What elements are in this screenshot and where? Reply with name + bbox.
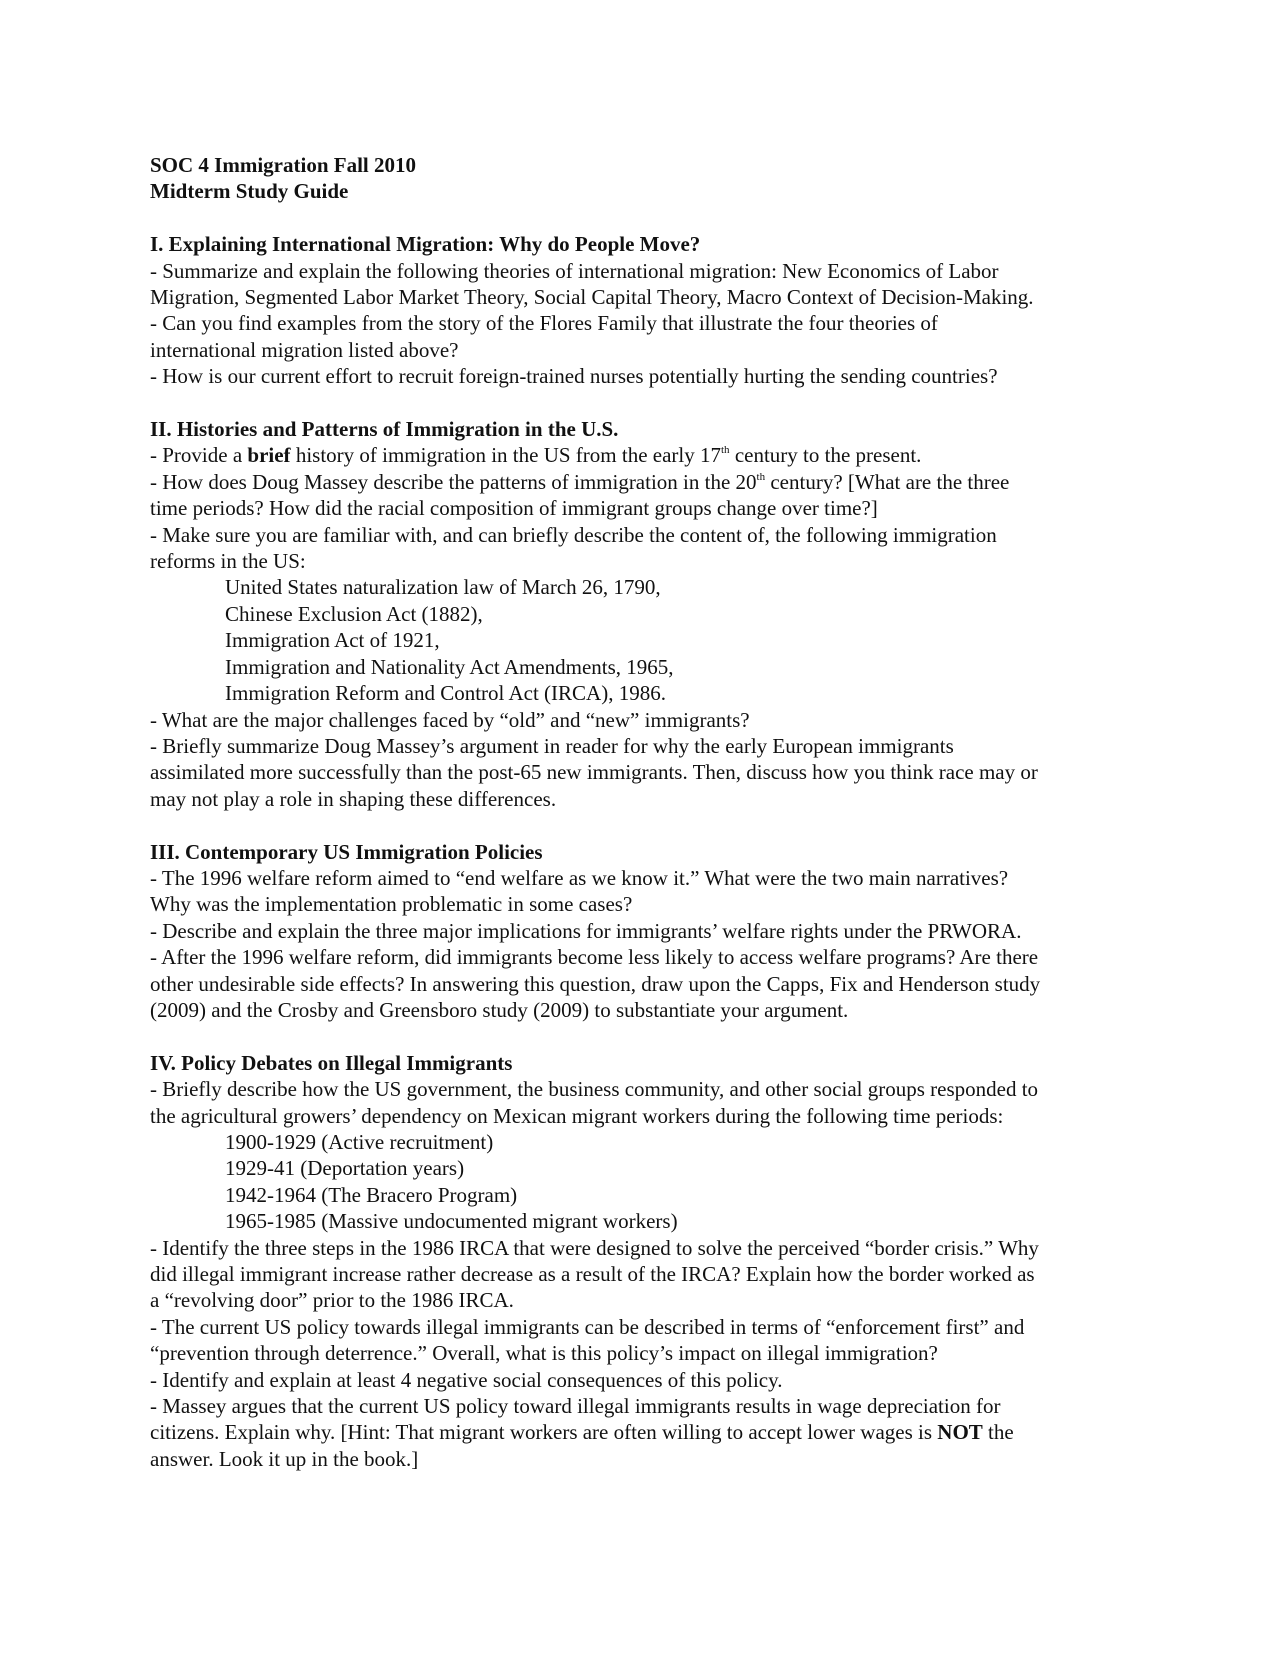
superscript: th — [721, 444, 730, 457]
law-item: United States naturalization law of March 26, 1790, — [225, 575, 661, 600]
section-4-line: - Massey argues that the current US policy toward illegal immigrants results in wage depreciation for — [150, 1394, 1001, 1419]
document-title: Midterm Study Guide — [150, 179, 349, 204]
section-2-line: may not play a role in shaping these differences. — [150, 786, 557, 811]
text-run: - Provide a — [150, 443, 248, 468]
section-4-line: a “revolving door” prior to the 1986 IRCA. — [150, 1288, 514, 1313]
section-3-line: (2009) and the Crosby and Greensboro study (2009) to substantiate your argument. — [150, 997, 849, 1022]
section-3-line: - Describe and explain the three major implications for immigrants’ welfare rights under the PRWORA. — [150, 918, 1022, 943]
section-2-line: time periods? How did the racial composition of immigrant groups change over time?] — [150, 496, 878, 521]
section-2-line: reforms in the US: — [150, 549, 306, 574]
bold-word: brief — [247, 443, 291, 468]
section-2-heading: II. Histories and Patterns of Immigration in the U.S. — [150, 417, 619, 442]
section-1-line: international migration listed above? — [150, 337, 459, 362]
period-item: 1929-41 (Deportation years) — [225, 1156, 465, 1181]
section-4-line: - The current US policy towards illegal immigrants can be described in terms of “enforcement first” and — [150, 1314, 1025, 1339]
spacer — [150, 812, 1140, 838]
section-1-line: - Can you find examples from the story of the Flores Family that illustrate the four theories of — [150, 311, 938, 336]
text-run: the — [982, 1420, 1014, 1445]
section-3-line: other undesirable side effects? In answering this question, draw upon the Capps, Fix and Henderson study — [150, 971, 1041, 996]
section-3-line: - The 1996 welfare reform aimed to “end welfare as we know it.” What were the two main narratives? — [150, 865, 1009, 890]
law-item: Immigration Act of 1921, — [225, 628, 440, 653]
period-item: 1965-1985 (Massive undocumented migrant workers) — [225, 1209, 678, 1234]
bold-word: NOT — [937, 1420, 983, 1445]
spacer — [150, 390, 1140, 416]
section-2-line: - Briefly summarize Doug Massey’s argument in reader for why the early European immigrants — [150, 733, 954, 758]
text-run: citizens. Explain why. [Hint: That migrant workers are often willing to accept lower wages is — [150, 1420, 938, 1445]
section-1-line: Migration, Segmented Labor Market Theory, Social Capital Theory, Macro Context of Decision-Making. — [150, 285, 1034, 310]
law-item: Chinese Exclusion Act (1882), — [225, 601, 483, 626]
section-4-line: - Identify the three steps in the 1986 IRCA that were designed to solve the perceived “border crisis.” Why — [150, 1235, 1039, 1260]
section-2-line — [150, 469, 1140, 495]
section-2-line: - What are the major challenges faced by “old” and “new” immigrants? — [150, 707, 750, 732]
law-item: Immigration and Nationality Act Amendments, 1965, — [225, 654, 674, 679]
section-4-line: did illegal immigrant increase rather decrease as a result of the IRCA? Explain how the border worked as — [150, 1262, 1035, 1286]
section-4-line: answer. Look it up in the book.] — [150, 1446, 419, 1471]
course-title: SOC 4 Immigration Fall 2010 — [150, 153, 416, 177]
study-guide-page — [150, 152, 1140, 1472]
text-run: century? [What are the three — [765, 469, 1010, 494]
section-2-line: assimilated more successfully than the post-65 new immigrants. Then, discuss how you think race may or — [150, 760, 1038, 785]
period-item: 1900-1929 (Active recruitment) — [225, 1129, 494, 1154]
section-2-line — [150, 442, 1140, 468]
section-4-line: - Identify and explain at least 4 negative social consequences of this policy. — [150, 1367, 783, 1392]
section-4-line — [150, 1419, 1140, 1445]
spacer — [150, 205, 1140, 231]
section-4-line: - Briefly describe how the US government, the business community, and other social groups responded to — [150, 1077, 1039, 1102]
section-1-heading: I. Explaining International Migration: Why do People Move? — [150, 232, 701, 257]
section-3-line: - After the 1996 welfare reform, did immigrants become less likely to access welfare programs? Are there — [150, 945, 1039, 970]
section-3-line: Why was the implementation problematic in some cases? — [150, 892, 633, 917]
text-run: century to the present. — [729, 443, 922, 468]
section-4-line: “prevention through deterrence.” Overall, what is this policy’s impact on illegal immigration? — [150, 1341, 938, 1366]
section-3-heading: III. Contemporary US Immigration Policies — [150, 839, 543, 864]
superscript: th — [756, 470, 766, 483]
section-4-heading: IV. Policy Debates on Illegal Immigrants — [150, 1050, 513, 1075]
period-item: 1942-1964 (The Bracero Program) — [225, 1182, 518, 1207]
section-1-line: - Summarize and explain the following theories of international migration: New Economics of Labor — [150, 258, 999, 283]
text-run: history of immigration in the US from the early 17 — [290, 443, 721, 468]
section-1-line: - How is our current effort to recruit foreign-trained nurses potentially hurting the sending countries? — [150, 364, 998, 389]
text-run: - How does Doug Massey describe the patterns of immigration in the 20 — [150, 469, 757, 494]
law-item: Immigration Reform and Control Act (IRCA), 1986. — [225, 681, 666, 706]
section-4-line: the agricultural growers’ dependency on Mexican migrant workers during the following time periods: — [150, 1103, 1004, 1128]
spacer — [150, 1023, 1140, 1049]
section-2-line: - Make sure you are familiar with, and can briefly describe the content of, the following immigration — [150, 522, 997, 547]
